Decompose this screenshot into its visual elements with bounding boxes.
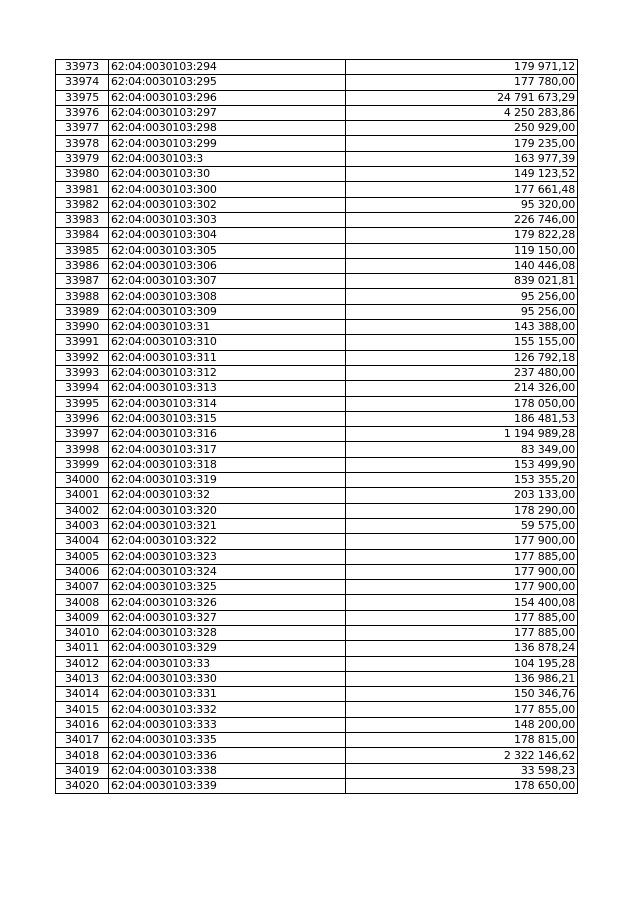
row-number-cell: 34000	[56, 473, 109, 488]
cadastral-number-cell: 62:04:0030103:33	[109, 656, 346, 671]
table-row	[56, 595, 578, 610]
cadastral-number-cell: 62:04:0030103:310	[109, 335, 346, 350]
cadastral-value-cell: 153 355,20	[346, 473, 578, 488]
row-number-cell: 33999	[56, 457, 109, 472]
row-number-cell: 33990	[56, 320, 109, 335]
row-number-cell: 34006	[56, 564, 109, 579]
table-row	[56, 121, 578, 136]
cadastral-value-cell: 154 400,08	[346, 595, 578, 610]
table-row	[56, 75, 578, 90]
cadastral-value-cell: 140 446,08	[346, 258, 578, 273]
cadastral-number-cell: 62:04:0030103:312	[109, 365, 346, 380]
table-row	[56, 641, 578, 656]
cadastral-value-cell: 179 235,00	[346, 136, 578, 151]
cadastral-value-cell: 177 661,48	[346, 182, 578, 197]
row-number-cell: 34005	[56, 549, 109, 564]
table-row	[56, 167, 578, 182]
cadastral-value-cell: 178 050,00	[346, 396, 578, 411]
cadastral-value-cell: 83 349,00	[346, 442, 578, 457]
cadastral-number-cell: 62:04:0030103:295	[109, 75, 346, 90]
row-number-cell: 33978	[56, 136, 109, 151]
table-row	[56, 365, 578, 380]
cadastral-value-cell: 150 346,76	[346, 687, 578, 702]
table-row	[56, 488, 578, 503]
row-number-cell: 33979	[56, 151, 109, 166]
row-number-cell: 33982	[56, 197, 109, 212]
table-row	[56, 717, 578, 732]
table-row	[56, 457, 578, 472]
table-row	[56, 564, 578, 579]
table-row	[56, 580, 578, 595]
table-row	[56, 733, 578, 748]
cadastral-value-cell: 177 885,00	[346, 625, 578, 640]
cadastral-number-cell: 62:04:0030103:338	[109, 763, 346, 778]
cadastral-number-cell: 62:04:0030103:326	[109, 595, 346, 610]
cadastral-number-cell: 62:04:0030103:323	[109, 549, 346, 564]
row-number-cell: 34016	[56, 717, 109, 732]
cadastral-value-cell: 178 650,00	[346, 778, 578, 793]
cadastral-value-cell: 250 929,00	[346, 121, 578, 136]
cadastral-number-cell: 62:04:0030103:297	[109, 105, 346, 120]
row-number-cell: 34017	[56, 733, 109, 748]
table-row	[56, 518, 578, 533]
cadastral-number-cell: 62:04:0030103:319	[109, 473, 346, 488]
cadastral-value-cell: 155 155,00	[346, 335, 578, 350]
cadastral-value-cell: 177 780,00	[346, 75, 578, 90]
table-row	[56, 702, 578, 717]
cadastral-number-cell: 62:04:0030103:329	[109, 641, 346, 656]
row-number-cell: 33987	[56, 274, 109, 289]
cadastral-value-table	[55, 59, 578, 794]
row-number-cell: 33988	[56, 289, 109, 304]
table-row	[56, 243, 578, 258]
table-row	[56, 304, 578, 319]
cadastral-number-cell: 62:04:0030103:294	[109, 60, 346, 75]
row-number-cell: 34002	[56, 503, 109, 518]
table-row	[56, 212, 578, 227]
row-number-cell: 33996	[56, 411, 109, 426]
cadastral-value-cell: 119 150,00	[346, 243, 578, 258]
table-row	[56, 274, 578, 289]
row-number-cell: 33995	[56, 396, 109, 411]
row-number-cell: 33989	[56, 304, 109, 319]
cadastral-value-cell: 136 878,24	[346, 641, 578, 656]
cadastral-value-cell: 33 598,23	[346, 763, 578, 778]
cadastral-number-cell: 62:04:0030103:318	[109, 457, 346, 472]
cadastral-number-cell: 62:04:0030103:315	[109, 411, 346, 426]
cadastral-number-cell: 62:04:0030103:322	[109, 534, 346, 549]
cadastral-value-cell: 203 133,00	[346, 488, 578, 503]
cadastral-number-cell: 62:04:0030103:321	[109, 518, 346, 533]
cadastral-value-cell: 95 256,00	[346, 289, 578, 304]
table-row	[56, 442, 578, 457]
row-number-cell: 33976	[56, 105, 109, 120]
cadastral-number-cell: 62:04:0030103:313	[109, 381, 346, 396]
table-row	[56, 687, 578, 702]
table-row	[56, 671, 578, 686]
table-row	[56, 335, 578, 350]
cadastral-number-cell: 62:04:0030103:314	[109, 396, 346, 411]
table-row	[56, 656, 578, 671]
row-number-cell: 34007	[56, 580, 109, 595]
cadastral-number-cell: 62:04:0030103:3	[109, 151, 346, 166]
cadastral-number-cell: 62:04:0030103:335	[109, 733, 346, 748]
cadastral-number-cell: 62:04:0030103:339	[109, 778, 346, 793]
row-number-cell: 33998	[56, 442, 109, 457]
cadastral-number-cell: 62:04:0030103:309	[109, 304, 346, 319]
table-row	[56, 289, 578, 304]
row-number-cell: 33973	[56, 60, 109, 75]
cadastral-number-cell: 62:04:0030103:331	[109, 687, 346, 702]
cadastral-value-cell: 95 320,00	[346, 197, 578, 212]
cadastral-number-cell: 62:04:0030103:311	[109, 350, 346, 365]
cadastral-value-cell: 178 290,00	[346, 503, 578, 518]
cadastral-number-cell: 62:04:0030103:308	[109, 289, 346, 304]
cadastral-value-cell: 237 480,00	[346, 365, 578, 380]
cadastral-number-cell: 62:04:0030103:299	[109, 136, 346, 151]
row-number-cell: 34018	[56, 748, 109, 763]
cadastral-number-cell: 62:04:0030103:317	[109, 442, 346, 457]
row-number-cell: 33980	[56, 167, 109, 182]
table-row	[56, 151, 578, 166]
table-row	[56, 473, 578, 488]
row-number-cell: 34012	[56, 656, 109, 671]
row-number-cell: 34014	[56, 687, 109, 702]
cadastral-value-cell: 177 885,00	[346, 610, 578, 625]
cadastral-value-cell: 149 123,52	[346, 167, 578, 182]
table-row	[56, 763, 578, 778]
row-number-cell: 33974	[56, 75, 109, 90]
cadastral-number-cell: 62:04:0030103:298	[109, 121, 346, 136]
cadastral-number-cell: 62:04:0030103:332	[109, 702, 346, 717]
cadastral-number-cell: 62:04:0030103:324	[109, 564, 346, 579]
cadastral-value-cell: 179 822,28	[346, 228, 578, 243]
row-number-cell: 34020	[56, 778, 109, 793]
row-number-cell: 34008	[56, 595, 109, 610]
row-number-cell: 33993	[56, 365, 109, 380]
cadastral-number-cell: 62:04:0030103:302	[109, 197, 346, 212]
cadastral-number-cell: 62:04:0030103:305	[109, 243, 346, 258]
cadastral-number-cell: 62:04:0030103:320	[109, 503, 346, 518]
cadastral-value-cell: 177 900,00	[346, 580, 578, 595]
cadastral-number-cell: 62:04:0030103:327	[109, 610, 346, 625]
row-number-cell: 33981	[56, 182, 109, 197]
cadastral-value-cell: 136 986,21	[346, 671, 578, 686]
cadastral-number-cell: 62:04:0030103:32	[109, 488, 346, 503]
cadastral-value-cell: 177 855,00	[346, 702, 578, 717]
table-row	[56, 90, 578, 105]
row-number-cell: 33997	[56, 427, 109, 442]
table-row	[56, 60, 578, 75]
row-number-cell: 33992	[56, 350, 109, 365]
table-body	[56, 60, 578, 794]
cadastral-value-cell: 214 326,00	[346, 381, 578, 396]
table-row	[56, 381, 578, 396]
cadastral-value-cell: 226 746,00	[346, 212, 578, 227]
cadastral-value-cell: 177 900,00	[346, 534, 578, 549]
table-row	[56, 320, 578, 335]
cadastral-value-cell: 2 322 146,62	[346, 748, 578, 763]
row-number-cell: 34003	[56, 518, 109, 533]
table-row	[56, 503, 578, 518]
cadastral-number-cell: 62:04:0030103:300	[109, 182, 346, 197]
table-row	[56, 136, 578, 151]
row-number-cell: 33985	[56, 243, 109, 258]
document-page	[55, 59, 578, 794]
table-row	[56, 228, 578, 243]
cadastral-value-cell: 95 256,00	[346, 304, 578, 319]
cadastral-value-cell: 148 200,00	[346, 717, 578, 732]
cadastral-value-cell: 163 977,39	[346, 151, 578, 166]
cadastral-number-cell: 62:04:0030103:304	[109, 228, 346, 243]
row-number-cell: 33983	[56, 212, 109, 227]
cadastral-number-cell: 62:04:0030103:30	[109, 167, 346, 182]
cadastral-number-cell: 62:04:0030103:333	[109, 717, 346, 732]
cadastral-value-cell: 178 815,00	[346, 733, 578, 748]
table-row	[56, 778, 578, 793]
cadastral-number-cell: 62:04:0030103:31	[109, 320, 346, 335]
table-row	[56, 625, 578, 640]
row-number-cell: 33977	[56, 121, 109, 136]
row-number-cell: 34019	[56, 763, 109, 778]
cadastral-value-cell: 177 900,00	[346, 564, 578, 579]
table-row	[56, 182, 578, 197]
table-row	[56, 427, 578, 442]
row-number-cell: 34010	[56, 625, 109, 640]
row-number-cell: 33975	[56, 90, 109, 105]
cadastral-value-cell: 186 481,53	[346, 411, 578, 426]
row-number-cell: 34009	[56, 610, 109, 625]
row-number-cell: 34015	[56, 702, 109, 717]
cadastral-value-cell: 126 792,18	[346, 350, 578, 365]
table-row	[56, 258, 578, 273]
cadastral-value-cell: 153 499,90	[346, 457, 578, 472]
cadastral-number-cell: 62:04:0030103:328	[109, 625, 346, 640]
row-number-cell: 33984	[56, 228, 109, 243]
cadastral-value-cell: 177 885,00	[346, 549, 578, 564]
table-row	[56, 350, 578, 365]
table-row	[56, 549, 578, 564]
cadastral-number-cell: 62:04:0030103:316	[109, 427, 346, 442]
cadastral-value-cell: 179 971,12	[346, 60, 578, 75]
cadastral-value-cell: 24 791 673,29	[346, 90, 578, 105]
cadastral-value-cell: 839 021,81	[346, 274, 578, 289]
cadastral-value-cell: 4 250 283,86	[346, 105, 578, 120]
cadastral-number-cell: 62:04:0030103:330	[109, 671, 346, 686]
cadastral-value-cell: 104 195,28	[346, 656, 578, 671]
row-number-cell: 33986	[56, 258, 109, 273]
row-number-cell: 34011	[56, 641, 109, 656]
row-number-cell: 33994	[56, 381, 109, 396]
cadastral-number-cell: 62:04:0030103:306	[109, 258, 346, 273]
row-number-cell: 34001	[56, 488, 109, 503]
cadastral-value-cell: 59 575,00	[346, 518, 578, 533]
cadastral-number-cell: 62:04:0030103:303	[109, 212, 346, 227]
row-number-cell: 34004	[56, 534, 109, 549]
cadastral-number-cell: 62:04:0030103:307	[109, 274, 346, 289]
row-number-cell: 34013	[56, 671, 109, 686]
cadastral-number-cell: 62:04:0030103:296	[109, 90, 346, 105]
table-row	[56, 411, 578, 426]
cadastral-number-cell: 62:04:0030103:336	[109, 748, 346, 763]
table-row	[56, 534, 578, 549]
table-row	[56, 748, 578, 763]
cadastral-number-cell: 62:04:0030103:325	[109, 580, 346, 595]
table-row	[56, 105, 578, 120]
table-row	[56, 197, 578, 212]
table-row	[56, 396, 578, 411]
row-number-cell: 33991	[56, 335, 109, 350]
cadastral-value-cell: 143 388,00	[346, 320, 578, 335]
table-row	[56, 610, 578, 625]
cadastral-value-cell: 1 194 989,28	[346, 427, 578, 442]
